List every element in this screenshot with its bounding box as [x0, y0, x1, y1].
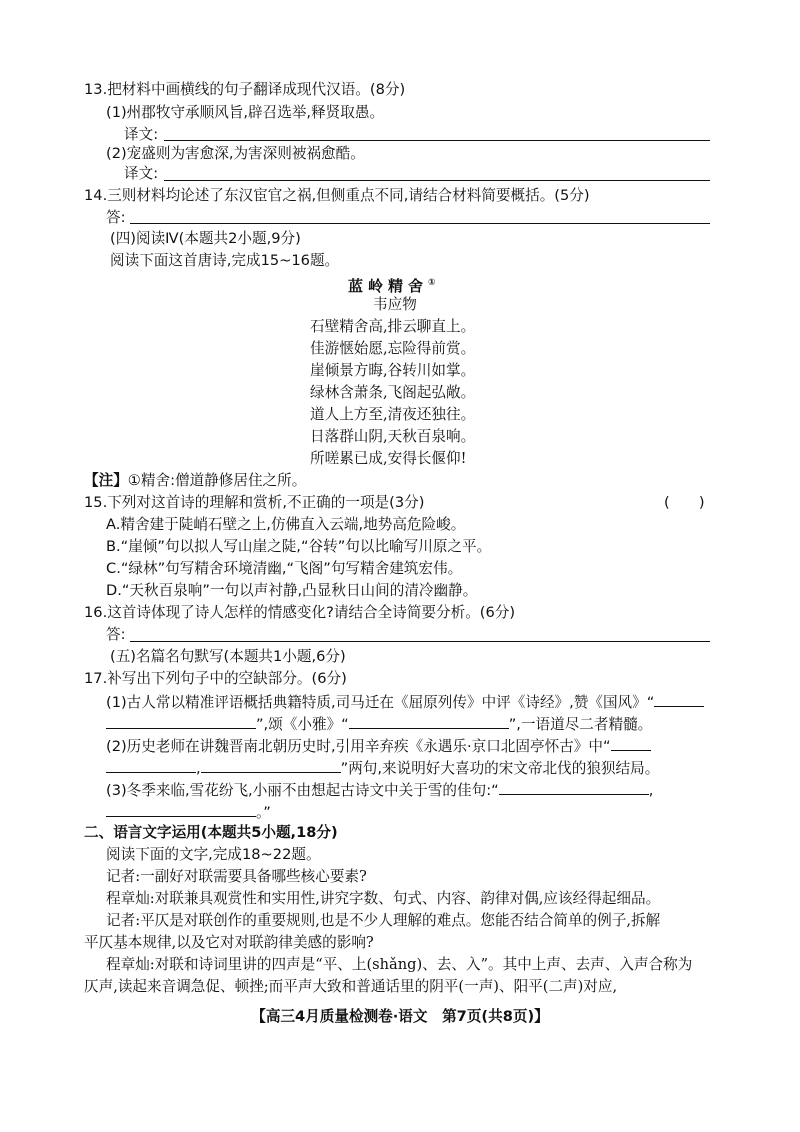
- q13-sentence-1: (1)州郡牧守承顺风旨,辟召选举,释贤取愚。: [106, 104, 385, 121]
- q17-part3-text-c: 。”: [256, 804, 271, 821]
- q15-option-a: A.精舍建于陡峭石壁之上,仿佛直入云端,地势高危险峻。: [106, 516, 466, 533]
- interview-answer-2-line1: 程章灿:对联和诗词里讲的四声是“平、上(shǎng)、去、入”。其中上声、去声、入声合称为: [106, 956, 693, 973]
- poem-author: 韦应物: [373, 296, 417, 313]
- q14-stem: 14.三则材料均论述了东汉宦官之祸,但侧重点不同,请结合材料简要概括。(5分): [84, 187, 590, 204]
- poem-title: [348, 273, 436, 296]
- q13-answer-line-2[interactable]: [164, 180, 710, 181]
- poem-line-1: 石壁精舍高,排云聊直上。: [310, 318, 476, 335]
- q17-part1-text-a: (1)古人常以精准评语概括典籍特质,司马迁在《屈原列传》中评《诗经》,赞《国风》“: [106, 694, 655, 711]
- interview-question-2-line1: 记者:平仄是对联创作的重要规则,也是不少人理解的难点。您能否结合简单的例子,拆解: [106, 912, 661, 929]
- q16-stem: 16.这首诗体现了诗人怎样的情感变化?请结合全诗简要分析。(6分): [84, 604, 516, 621]
- section4-intro: 阅读下面这首唐诗,完成15~16题。: [110, 252, 340, 269]
- q15-option-d: D.“天秋百泉响”一句以声衬静,凸显秋日山间的清冷幽静。: [106, 582, 478, 599]
- q17-part3-line1: [106, 779, 653, 801]
- q17-blank-1[interactable]: [654, 691, 704, 707]
- section5-heading: (五)名篇名句默写(本题共1小题,6分): [110, 648, 346, 665]
- interview-question-1: 记者:一副好对联需要具备哪些核心要素?: [106, 868, 367, 885]
- poem-line-7: 所嗟累已成,安得长偃仰!: [310, 450, 467, 467]
- poem-line-4: 绿林含萧条,飞阁起弘敞。: [310, 384, 476, 401]
- q17-part3-text-a: (3)冬季来临,雪花纷飞,小丽不由想起古诗文中关于雪的佳句:“: [106, 782, 499, 799]
- poem-line-3: 崖倾景方晦,谷转川如掌。: [310, 362, 476, 379]
- q17-blank-3-cont[interactable]: [106, 757, 196, 773]
- q15-answer-bracket[interactable]: ( ): [664, 494, 705, 511]
- part2-intro: 阅读下面的文字,完成18~22题。: [106, 846, 321, 863]
- q14-answer-line[interactable]: [130, 223, 710, 224]
- q13-answer-line-1[interactable]: [164, 140, 710, 141]
- q13-yiwen-label-1: 译文:: [124, 126, 159, 143]
- q17-part1-line2: [106, 713, 652, 735]
- q17-part2-text-a: (2)历史老师在讲魏晋南北朝历史时,引用辛弃疾《永遇乐·京口北固亭怀古》中“: [106, 738, 611, 755]
- interview-question-2-line2: 平仄基本规律,以及它对对联韵律美感的影响?: [84, 934, 374, 951]
- poem-note-text: ①精舍:僧道静修居住之所。: [127, 472, 307, 489]
- poem-line-6: 日落群山阴,天秋百泉响。: [310, 428, 476, 445]
- q13-stem: 13.把材料中画横线的句子翻译成现代汉语。(8分): [84, 81, 406, 98]
- q17-part1-text-c: ”,一语道尽二者精髓。: [508, 716, 653, 733]
- q16-answer-line[interactable]: [130, 641, 710, 642]
- q17-blank-1-cont[interactable]: [106, 713, 256, 729]
- q17-part1-line1: [106, 691, 704, 713]
- q14-da-label: 答:: [106, 209, 126, 226]
- poem-note-label: 【注】: [84, 472, 128, 489]
- q15-option-c: C.“绿林”句写精舍环境清幽,“飞阁”句写精舍建筑宏伟。: [106, 560, 463, 577]
- q17-part2-text-c: ”两句,来说明好大喜功的宋文帝北伐的狼狈结局。: [340, 760, 660, 777]
- section4-heading: (四)阅读Ⅳ(本题共2小题,9分): [110, 230, 301, 247]
- q17-blank-3[interactable]: [611, 735, 651, 751]
- q17-part2-line2: [106, 757, 659, 779]
- q15-stem: 15.下列对这首诗的理解和赏析,不正确的一项是(3分): [84, 494, 425, 511]
- poem-note: [84, 471, 306, 491]
- q17-part3-line2: [106, 801, 271, 823]
- q13-yiwen-label-2: 译文:: [124, 165, 159, 182]
- q15-option-b: B.“崖倾”句以拟人写山崖之陡,“谷转”句以比喻写川原之平。: [106, 538, 492, 555]
- q17-part2-text-b: ,: [196, 760, 201, 777]
- q17-part2-line1: [106, 735, 651, 757]
- poem-line-2: 佳游惬始愿,忘险得前赏。: [310, 340, 476, 357]
- page-footer: 【高三4月质量检测卷·语文 第7页(共8页)】: [251, 1008, 549, 1025]
- interview-answer-1: 程章灿:对联兼具观赏性和实用性,讲究字数、句式、内容、韵律对偶,应该经得起细品。: [106, 890, 661, 907]
- q17-blank-2[interactable]: [349, 713, 509, 729]
- q17-blank-4[interactable]: [201, 757, 341, 773]
- poem-title-text: 蓝岭精舍: [348, 277, 429, 295]
- q17-stem: 17.补写出下列句子中的空缺部分。(6分): [84, 670, 347, 687]
- q17-blank-5[interactable]: [499, 779, 649, 795]
- part2-heading: 二、语言文字运用(本题共5小题,18分): [84, 824, 338, 841]
- poem-note-mark: ①: [428, 278, 436, 288]
- poem-line-5: 道人上方至,清夜还独往。: [310, 406, 476, 423]
- q16-da-label: 答:: [106, 626, 126, 643]
- q13-sentence-2: (2)宠盛则为害愈深,为害深则被祸愈酷。: [106, 145, 365, 162]
- q17-blank-6[interactable]: [106, 801, 256, 817]
- q17-part3-text-b: ,: [648, 782, 654, 799]
- q17-part1-text-b: ”,颂《小雅》“: [256, 716, 349, 733]
- interview-answer-2-line2: 仄声,读起来音调急促、顿挫;而平声大致和普通话里的阴平(一声)、阳平(二声)对应,: [84, 978, 618, 995]
